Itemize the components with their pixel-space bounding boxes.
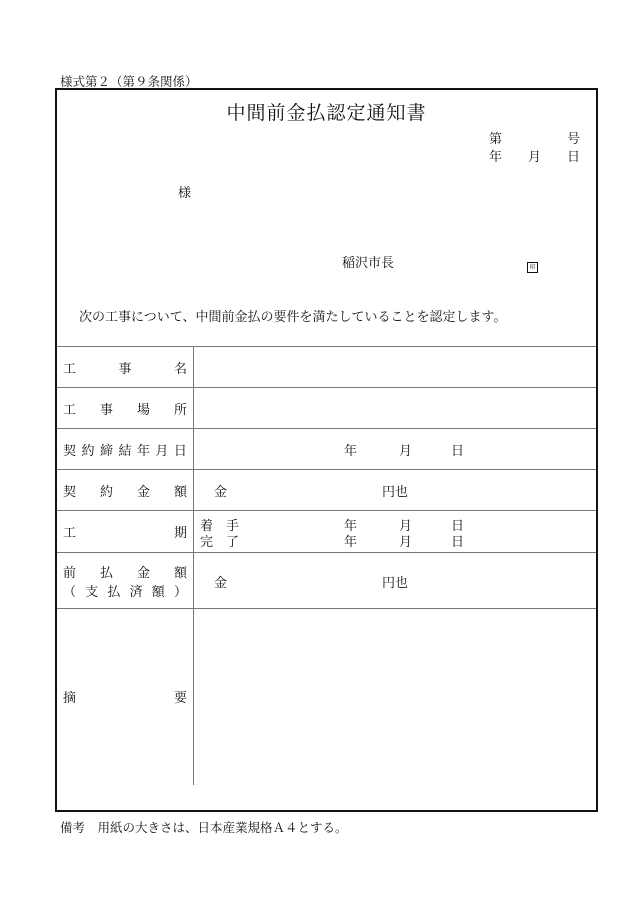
work-period-value — [194, 511, 597, 553]
row-label-work-name — [63, 358, 187, 377]
date-month: 月 — [528, 150, 542, 165]
start-day: 日 — [451, 518, 465, 534]
notice-form-frame — [55, 88, 598, 812]
table-row — [57, 553, 596, 609]
contract-date-value — [194, 429, 597, 470]
row-label-work-location: 工 事 場 所 — [63, 402, 187, 418]
remarks-value — [194, 609, 597, 785]
row-label-remarks: 摘 要 — [63, 691, 187, 707]
row-label-paid-amount: （ 支 払 済 額 ） — [63, 584, 187, 600]
row-label-contract-amount: 契 約 金 額 — [63, 484, 187, 500]
label-char: 名 — [173, 361, 187, 377]
row-label-advance-amount: 前 払 金 額 — [63, 565, 187, 581]
seal-icon: 印 — [527, 262, 538, 273]
table-row — [57, 347, 596, 388]
table-row — [57, 511, 596, 553]
advance-suffix: 円也 — [382, 575, 409, 591]
start-year: 年 — [344, 518, 358, 534]
amount-prefix: 金 — [214, 485, 228, 500]
contract-day: 日 — [451, 444, 465, 459]
end-year: 年 — [344, 534, 358, 550]
amount-suffix: 円也 — [382, 485, 409, 500]
label-char: 事 — [118, 361, 132, 377]
body-text: 次の工事について、中間前金払の要件を満たしていることを認定します。 — [79, 310, 507, 325]
advance-prefix: 金 — [214, 575, 228, 591]
table-row — [57, 429, 596, 470]
end-month: 月 — [399, 534, 413, 550]
contract-year: 年 — [344, 444, 358, 459]
end-day: 日 — [451, 534, 465, 550]
contract-month: 月 — [399, 444, 413, 459]
number-suffix: 号 — [567, 132, 581, 147]
end-label: 完 了 — [200, 534, 240, 550]
details-table — [57, 346, 596, 785]
date-year: 年 — [489, 150, 503, 165]
table-row — [57, 388, 596, 429]
start-label: 着 手 — [200, 518, 240, 534]
advance-amount-value — [194, 553, 597, 609]
number-prefix: 第 — [489, 132, 503, 147]
contract-amount-value — [194, 470, 597, 511]
start-month: 月 — [399, 518, 413, 534]
addressee-honorific: 様 — [178, 186, 192, 201]
footer-note: 備考 用紙の大きさは、日本産業規格Ａ４とする。 — [60, 820, 348, 835]
date-day: 日 — [567, 150, 581, 165]
table-row — [57, 609, 596, 785]
row-label-contract-date: 契 約 締 結 年 月 日 — [63, 443, 187, 459]
work-location-value — [194, 388, 597, 429]
label-char: 工 — [63, 361, 77, 377]
work-name-value — [194, 347, 597, 388]
row-label-work-period: 工 期 — [63, 526, 187, 541]
issuer-name: 稲沢市長 — [342, 256, 395, 271]
form-number-label: 様式第２（第９条関係） — [60, 74, 198, 89]
notice-title: 中間前金払認定通知書 — [226, 102, 427, 124]
table-row — [57, 470, 596, 511]
